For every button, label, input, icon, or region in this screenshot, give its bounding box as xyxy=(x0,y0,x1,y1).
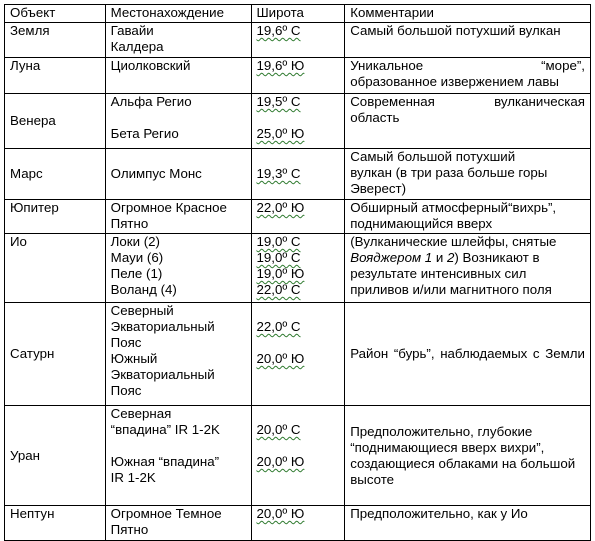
object-cell: Земля xyxy=(5,23,106,58)
latitude-cell xyxy=(251,303,345,406)
latitude-value: 20,0º Ю xyxy=(256,454,305,469)
location-cell xyxy=(105,23,251,58)
comment-text: (Вулканические шлейфы, снятые xyxy=(350,234,557,249)
comment-line xyxy=(350,58,585,74)
location-word: Огромное Темное xyxy=(110,506,222,521)
location-line: “впадина” IR 1-2K xyxy=(110,422,220,437)
location-line: Экваториальный xyxy=(110,367,215,382)
location-line: Северный xyxy=(110,303,174,318)
object-cell: Ио xyxy=(5,234,106,303)
latitude-cell xyxy=(251,149,345,200)
object-cell: Сатурн xyxy=(5,303,106,406)
comment-line: Эверест) xyxy=(350,181,407,196)
object-cell: Луна xyxy=(5,58,106,94)
object-cell: Марс xyxy=(5,149,106,200)
location-cell xyxy=(105,200,251,234)
comment-word: Уникальное xyxy=(350,58,424,73)
comment-line: Самый большой потухший xyxy=(350,149,516,164)
latitude-value: 22,0º С xyxy=(256,282,301,297)
latitude-value: 19,6º С xyxy=(256,23,301,38)
comment-cell xyxy=(345,58,591,94)
location-line: Экваториальный xyxy=(110,319,215,334)
header-comments: Комментарии xyxy=(345,5,591,23)
header-location: Местонахождение xyxy=(105,5,251,23)
latitude-value: 25,0º Ю xyxy=(256,126,305,141)
location-line: Альфа Регио xyxy=(110,94,192,109)
location-line: Огромное Красное xyxy=(110,200,227,215)
location-line: Южный xyxy=(110,351,158,366)
location-line: Олимпус Монс xyxy=(110,166,202,181)
location-line: Мауи (6) xyxy=(110,250,164,265)
comment-cell: Предположительно, как у Ио xyxy=(345,506,591,541)
location-cell xyxy=(105,58,251,94)
latitude-value: 19,0º С xyxy=(256,234,301,249)
location-line: Пеле (1) xyxy=(110,266,163,281)
latitude-value xyxy=(257,422,340,438)
table-row xyxy=(5,58,591,94)
latitude-value: 20,0º Ю xyxy=(256,351,305,366)
comment-text: и xyxy=(432,250,447,265)
latitude-value: 22,0º Ю xyxy=(256,200,305,215)
comment-line: поднимающийся вверх xyxy=(350,216,493,231)
header-row xyxy=(5,5,591,23)
table-row xyxy=(5,94,591,149)
location-line: Гавайи xyxy=(110,23,154,38)
table-row xyxy=(5,23,591,58)
location-line: Пятно xyxy=(110,216,149,231)
comment-word: вулканическая xyxy=(494,94,585,109)
latitude-cell xyxy=(251,234,345,303)
table-row xyxy=(5,406,591,506)
latitude-value: 20,0º Ю xyxy=(256,506,305,521)
object-cell: Юпитер xyxy=(5,200,106,234)
latitude-cell xyxy=(251,506,345,541)
location-cell xyxy=(105,234,251,303)
location-cell xyxy=(105,303,251,406)
table-row xyxy=(5,200,591,234)
header-latitude: Широта xyxy=(251,5,345,23)
location-line: Калдера xyxy=(110,39,164,54)
comment-text: ) Возникают в результате интенсивных сил приливов и/или магнитного поля xyxy=(350,250,552,297)
latitude-text: 20,0º С xyxy=(256,422,301,437)
table-row xyxy=(5,149,591,200)
comment-cell xyxy=(345,200,591,234)
comment-cell: Предположительно, глубокие “поднимающиеся вверх вихри”, создающиеся облаками на большой высоте xyxy=(345,406,591,506)
comment-cell xyxy=(345,94,591,149)
object-cell: Нептун xyxy=(5,506,106,541)
comment-line xyxy=(350,94,585,110)
header-object: Объект xyxy=(5,5,106,23)
location-cell xyxy=(105,149,251,200)
latitude-cell xyxy=(251,200,345,234)
comment-line: вулкан (в три раза больше горы xyxy=(350,165,548,180)
table-row xyxy=(5,506,591,541)
location-cell xyxy=(105,506,251,541)
comment-cell xyxy=(345,149,591,200)
location-line: Локи (2) xyxy=(110,234,160,249)
latitude-value: 19,0º С xyxy=(256,250,301,265)
comment-text-italic: 2 xyxy=(447,250,455,265)
comment-line: область xyxy=(350,110,400,125)
location-line: Бета Регио xyxy=(110,126,179,141)
latitude-cell xyxy=(251,23,345,58)
comment-text-italic: Вояджером 1 xyxy=(350,250,433,265)
object-cell: Венера xyxy=(5,94,106,149)
location-line: Южная “впадина” xyxy=(110,454,220,469)
latitude-value: 22,0º С xyxy=(256,319,301,334)
location-cell xyxy=(105,406,251,506)
table-row xyxy=(5,303,591,406)
location-line: Циолковский xyxy=(110,58,191,73)
latitude-value: 19,5º С xyxy=(256,94,301,109)
location-line: IR 1-2K xyxy=(110,470,156,485)
comment-word: “море”, xyxy=(541,58,585,73)
location-line: Пояс xyxy=(110,383,142,398)
latitude-cell xyxy=(251,58,345,94)
planetary-volcano-table xyxy=(4,4,591,541)
latitude-value: 19,6º Ю xyxy=(256,58,305,73)
latitude-value: 19,0º Ю xyxy=(256,266,305,281)
comment-cell: Самый большой потухший вулкан xyxy=(345,23,591,58)
location-line: Северная xyxy=(110,406,172,421)
table-row xyxy=(5,234,591,303)
location-cell xyxy=(105,94,251,149)
location-line: Пятно xyxy=(110,522,149,537)
comment-line: образованное извержением лавы xyxy=(350,74,559,89)
comment-cell: Район “бурь”, наблюдаемых с Земли xyxy=(345,303,591,406)
location-line: Пояс xyxy=(110,335,142,350)
comment-word: Современная xyxy=(350,94,435,109)
latitude-cell xyxy=(251,94,345,149)
comment-line: Обширный атмосферный“вихрь”, xyxy=(350,200,557,215)
latitude-value: 19,3º С xyxy=(256,166,301,181)
object-cell: Уран xyxy=(5,406,106,506)
latitude-cell xyxy=(251,406,345,506)
location-line: Воланд (4) xyxy=(110,282,177,297)
comment-cell xyxy=(345,234,591,303)
location-line xyxy=(111,506,246,522)
